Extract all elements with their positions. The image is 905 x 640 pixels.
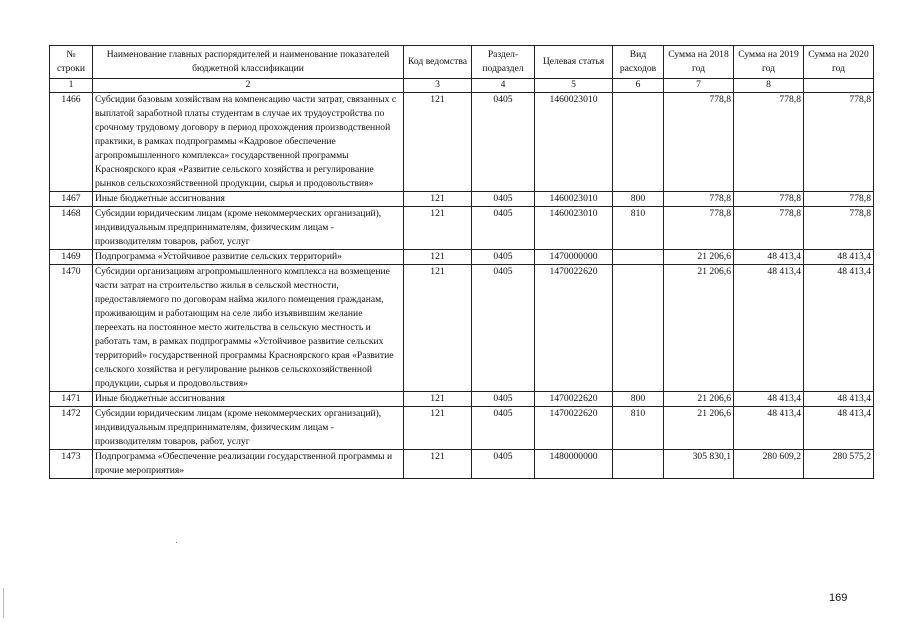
row-name: Субсидии юридическим лицам (кроме некоммерческих организаций), индивидуальным предпринимателям, физическим лицам - производителям товаров, работ, услуг — [93, 407, 404, 450]
header-target-article: Целевая статья — [535, 46, 613, 79]
row-department-code: 121 — [404, 250, 472, 265]
row-section: 0405 — [472, 407, 535, 450]
row-sum-2020: 778,8 — [804, 93, 874, 192]
column-number: 6 — [613, 79, 664, 93]
row-name: Подпрограмма «Устойчивое развитие сельских территорий» — [93, 250, 404, 265]
row-target-article: 1460023010 — [535, 192, 613, 207]
table-body — [50, 79, 874, 479]
scan-margin-mark — [3, 588, 4, 618]
row-target-article: 1470022620 — [535, 407, 613, 450]
row-number: 1470 — [50, 265, 93, 392]
row-department-code: 121 — [404, 450, 472, 479]
header-row-number: № строки — [50, 46, 93, 79]
row-sum-2018: 778,8 — [664, 192, 734, 207]
column-number: 4 — [472, 79, 535, 93]
row-expense-type: 810 — [613, 407, 664, 450]
column-number-row — [50, 79, 874, 93]
table-row — [50, 265, 874, 392]
column-number: 7 — [664, 79, 734, 93]
row-sum-2019: 280 609,2 — [734, 450, 804, 479]
row-sum-2019: 48 413,4 — [734, 407, 804, 450]
row-number: 1466 — [50, 93, 93, 192]
row-sum-2018: 778,8 — [664, 93, 734, 192]
row-name: Субсидии организациям агропромышленного комплекса на возмещение части затрат на строительство жилья в сельской местности, предоставляемого по договорам найма жилого помещения гражданам, проживающим и работающим на селе либо изъявившим желание переехать на постоянное место жительства в сельскую местность и работать там, в рамках подпрограммы «Устойчивое развитие сельских территорий» государственной программы Красноярского края «Развитие сельского хозяйства и регулирование рынков сельскохозяйственной продукции, сырья и продовольствия» — [93, 265, 404, 392]
row-number: 1469 — [50, 250, 93, 265]
row-sum-2020: 48 413,4 — [804, 392, 874, 407]
column-number: 8 — [734, 79, 804, 93]
row-section: 0405 — [472, 450, 535, 479]
row-department-code: 121 — [404, 392, 472, 407]
column-number: 3 — [404, 79, 472, 93]
row-section: 0405 — [472, 265, 535, 392]
row-sum-2020: 778,8 — [804, 207, 874, 250]
page-number: 169 — [829, 592, 848, 604]
row-section: 0405 — [472, 192, 535, 207]
row-section: 0405 — [472, 207, 535, 250]
row-department-code: 121 — [404, 265, 472, 392]
row-section: 0405 — [472, 250, 535, 265]
table-row — [50, 250, 874, 265]
row-sum-2020: 280 575,2 — [804, 450, 874, 479]
row-number: 1468 — [50, 207, 93, 250]
row-name: Субсидии базовым хозяйствам на компенсацию части затрат, связанных с выплатой заработной платы студентам в случае их трудоустройства по срочному трудовому договору в период прохождения производственной практики, в рамках подпрограммы «Кадровое обеспечение агропромышленного комплекса» государственной программы Красноярского края «Развитие сельского хозяйства и регулирование рынков сельскохозяйственной продукции, сырья и продовольствия» — [93, 93, 404, 192]
row-sum-2018: 21 206,6 — [664, 392, 734, 407]
row-section: 0405 — [472, 392, 535, 407]
row-department-code: 121 — [404, 207, 472, 250]
row-target-article: 1460023010 — [535, 93, 613, 192]
row-sum-2018: 21 206,6 — [664, 265, 734, 392]
row-target-article: 1470022620 — [535, 265, 613, 392]
row-sum-2019: 778,8 — [734, 192, 804, 207]
table-row — [50, 407, 874, 450]
row-sum-2018: 778,8 — [664, 207, 734, 250]
row-target-article: 1460023010 — [535, 207, 613, 250]
row-target-article: 1480000000 — [535, 450, 613, 479]
row-name: Субсидии юридическим лицам (кроме некоммерческих организаций), индивидуальным предпринимателям, физическим лицам - производителям товаров, работ, услуг — [93, 207, 404, 250]
budget-table — [49, 45, 874, 479]
row-sum-2019: 48 413,4 — [734, 392, 804, 407]
row-sum-2018: 21 206,6 — [664, 250, 734, 265]
column-number: 2 — [93, 79, 404, 93]
table-row — [50, 450, 874, 479]
row-sum-2019: 778,8 — [734, 93, 804, 192]
row-expense-type: 810 — [613, 207, 664, 250]
row-sum-2020: 48 413,4 — [804, 265, 874, 392]
row-sum-2018: 21 206,6 — [664, 407, 734, 450]
header-department-code: Код ведомства — [404, 46, 472, 79]
table-row — [50, 93, 874, 192]
row-sum-2019: 48 413,4 — [734, 250, 804, 265]
table-row — [50, 392, 874, 407]
header-section: Раздел-подраздел — [472, 46, 535, 79]
row-target-article: 1470022620 — [535, 392, 613, 407]
row-expense-type: 800 — [613, 192, 664, 207]
header-sum-2018: Сумма на 2018 год — [664, 46, 734, 79]
scan-dot — [176, 542, 177, 543]
row-number: 1472 — [50, 407, 93, 450]
row-expense-type — [613, 265, 664, 392]
header-name: Наименование главных распорядителей и наименование показателей бюджетной классификации — [93, 46, 404, 79]
row-name: Иные бюджетные ассигнования — [93, 192, 404, 207]
row-sum-2020: 778,8 — [804, 192, 874, 207]
row-sum-2019: 778,8 — [734, 207, 804, 250]
row-section: 0405 — [472, 93, 535, 192]
row-expense-type — [613, 250, 664, 265]
row-department-code: 121 — [404, 192, 472, 207]
row-department-code: 121 — [404, 407, 472, 450]
column-number: 1 — [50, 79, 93, 93]
row-name: Иные бюджетные ассигнования — [93, 392, 404, 407]
table-row — [50, 192, 874, 207]
row-name: Подпрограмма «Обеспечение реализации государственной программы и прочие мероприятия» — [93, 450, 404, 479]
table-row — [50, 207, 874, 250]
row-sum-2019: 48 413,4 — [734, 265, 804, 392]
row-target-article: 1470000000 — [535, 250, 613, 265]
header-sum-2019: Сумма на 2019 год — [734, 46, 804, 79]
row-number: 1471 — [50, 392, 93, 407]
column-number — [804, 79, 874, 93]
header-sum-2020: Сумма на 2020 год — [804, 46, 874, 79]
row-sum-2020: 48 413,4 — [804, 407, 874, 450]
row-expense-type: 800 — [613, 392, 664, 407]
row-number: 1467 — [50, 192, 93, 207]
row-number: 1473 — [50, 450, 93, 479]
row-sum-2020: 48 413,4 — [804, 250, 874, 265]
row-expense-type — [613, 450, 664, 479]
row-department-code: 121 — [404, 93, 472, 192]
header-row — [50, 46, 874, 79]
header-expense-type: Вид расходов — [613, 46, 664, 79]
row-sum-2018: 305 830,1 — [664, 450, 734, 479]
column-number: 5 — [535, 79, 613, 93]
row-expense-type — [613, 93, 664, 192]
